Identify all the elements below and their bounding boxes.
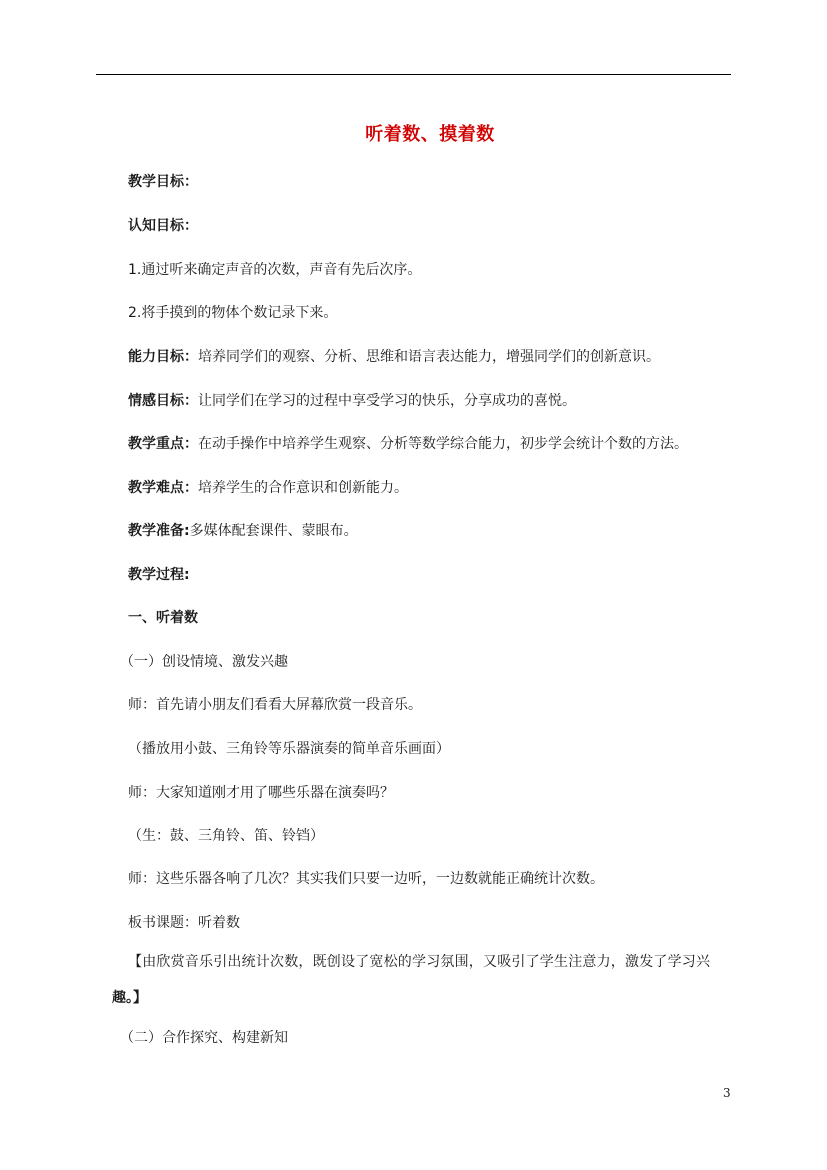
remark-line-2: 趣。】 <box>112 990 147 1006</box>
body-line <box>128 347 660 367</box>
line-label: 一、听着数 <box>128 610 198 626</box>
line-text: （一）创设情境、激发兴趣 <box>120 654 288 670</box>
line-label: 教学难点： <box>128 480 198 496</box>
remark-paragraph <box>112 952 732 1008</box>
page-title: 听着数、摸着数 <box>365 124 495 145</box>
line-text: 师：大家知道刚才用了哪些乐器在演奏吗？ <box>128 785 394 801</box>
body-line <box>128 172 198 192</box>
line-label: 教学重点： <box>128 436 198 452</box>
section-heading-2: （二）合作探究、构建新知 <box>120 1030 288 1046</box>
body-line <box>128 434 688 454</box>
line-text: 师：这些乐器各响了几次？其实我们只要一边听，一边数就能正确统计次数。 <box>128 871 604 887</box>
body-line <box>128 783 394 803</box>
header-rule <box>96 74 731 75</box>
line-text: 培养学生的合作意识和创新能力。 <box>198 480 408 496</box>
line-label: 教学目标： <box>128 174 198 190</box>
body-line <box>128 521 358 541</box>
line-text: 让同学们在学习的过程中享受学习的快乐，分享成功的喜悦。 <box>198 393 576 409</box>
line-label: 教学过程: <box>128 567 190 583</box>
body-line <box>128 826 324 846</box>
line-label: 教学准备: <box>128 523 190 539</box>
line-text: 多媒体配套课件、蒙眼布。 <box>189 523 358 539</box>
line-label: 情感目标： <box>128 393 198 409</box>
body-line <box>128 303 337 323</box>
line-text: 在动手操作中培养学生观察、分析等数学综合能力，初步学会统计个数的方法。 <box>198 436 688 452</box>
line-text: 板书课题：听着数 <box>128 915 240 931</box>
body-line <box>128 565 190 585</box>
body-line <box>128 478 408 498</box>
body-line <box>128 216 198 236</box>
line-text: （播放用小鼓、三角铃等乐器演奏的简单音乐画面） <box>128 741 450 757</box>
line-text: 师：首先请小朋友们看看大屏幕欣赏一段音乐。 <box>128 697 422 713</box>
remark-line-1: 【由欣赏音乐引出统计次数，既创设了宽松的学习氛围，又吸引了学生注意力，激发了学习兴 <box>128 954 711 970</box>
body-line <box>120 652 288 672</box>
line-text: 1.通过听来确定声音的次数，声音有先后次序。 <box>128 262 422 278</box>
page-number: 3 <box>723 1086 731 1100</box>
body-line <box>128 739 450 759</box>
body-line <box>128 391 576 411</box>
line-text: 2.将手摸到的物体个数记录下来。 <box>128 305 338 321</box>
body-line <box>128 260 421 280</box>
line-text: 培养同学们的观察、分析、思维和语言表达能力，增强同学们的创新意识。 <box>198 349 660 365</box>
line-label: 能力目标： <box>128 349 198 365</box>
body-line <box>128 695 422 715</box>
body-line <box>128 608 198 628</box>
line-text: （生：鼓、三角铃、笛、铃铛） <box>128 828 324 844</box>
body-line <box>128 869 604 889</box>
line-label: 认知目标： <box>128 218 198 234</box>
body-line <box>128 913 240 933</box>
